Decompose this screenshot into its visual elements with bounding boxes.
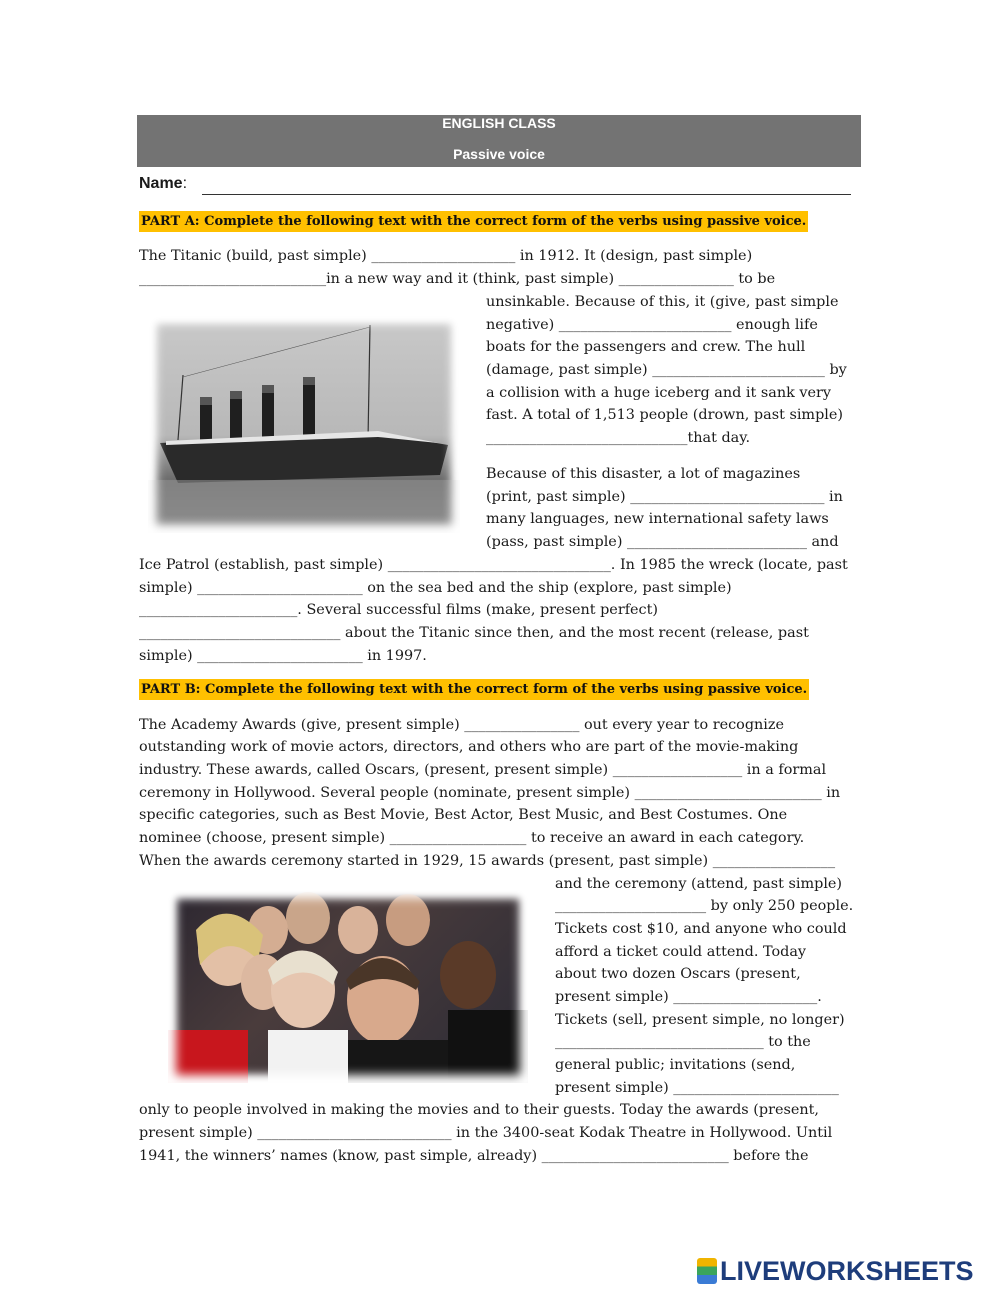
part-b-line: nominee (choose, present simple) ___________________ to receive an award in each category.	[139, 830, 805, 846]
part-b-line: about two dozen Oscars (present,	[555, 966, 801, 982]
part-b-line: _____________________ by only 250 people.	[555, 898, 854, 914]
part-b-line: _____________________________ to the	[555, 1034, 811, 1050]
part-a-line: (pass, past simple) _________________________ and	[486, 534, 839, 550]
part-a-line: boats for the passengers and crew. The hull	[486, 339, 806, 355]
part-a-line: ____________________________that day.	[486, 430, 751, 446]
part-b-line: present simple) ____________________.	[555, 989, 822, 1005]
name-field[interactable]	[139, 175, 851, 199]
part-b-line: present simple) _______________________	[555, 1080, 839, 1096]
part-a-line: negative) ________________________ enough life	[486, 317, 818, 333]
part-b-line: Tickets cost $10, and anyone who could	[555, 921, 847, 937]
name-label: Name	[139, 175, 183, 192]
part-a-line: ______________________. Several successful films (make, present perfect)	[139, 602, 659, 618]
part-b-line: afford a ticket could attend. Today	[555, 944, 807, 960]
logo-badge-icon	[697, 1258, 717, 1284]
part-b-line: ceremony in Hollywood. Several people (nominate, present simple) __________________________ in	[139, 785, 841, 801]
oscars-selfie-photo	[168, 890, 528, 1083]
part-b-line: Tickets (sell, present simple, no longer)	[555, 1012, 845, 1028]
liveworksheets-logo	[697, 1256, 997, 1286]
part-b-line: 1941, the winners’ names (know, past simple, already) __________________________ before the	[139, 1148, 809, 1164]
part-a-line: The Titanic (build, past simple) ____________________ in 1912. It (design, past simple)	[139, 248, 753, 264]
header-bar	[137, 115, 861, 167]
class-title: ENGLISH CLASS	[442, 115, 556, 131]
part-a-line: simple) _______________________ on the sea bed and the ship (explore, past simple)	[139, 580, 732, 596]
part-b-line: The Academy Awards (give, present simple) ________________ out every year to recognize	[139, 717, 785, 733]
part-a-line: Ice Patrol (establish, past simple) _______________________________. In 1985 the wreck (locate, past	[139, 557, 848, 573]
part-b-line: industry. These awards, called Oscars, (present, present simple) __________________ in a formal	[139, 762, 827, 778]
part-a-line: unsinkable. Because of this, it (give, past simple	[486, 294, 839, 310]
part-a-line: simple) _______________________ in 1997.	[139, 648, 427, 664]
part-a-line: Because of this disaster, a lot of magazines	[486, 466, 801, 482]
part-a-line: (damage, past simple) ________________________ by	[486, 362, 847, 378]
part-b-line: only to people involved in making the movies and to their guests. Today the awards (present,	[139, 1102, 819, 1118]
part-a-line: __________________________in a new way and it (think, past simple) ________________ to be	[139, 271, 776, 287]
name-line[interactable]	[202, 194, 851, 195]
part-a-line: many languages, new international safety laws	[486, 511, 829, 527]
part-b-line: outstanding work of movie actors, directors, and others who are part of the movie-making	[139, 739, 799, 755]
topic-title: Passive voice	[453, 146, 545, 162]
part-a-line: a collision with a huge iceberg and it sank very	[486, 385, 832, 401]
part-b-line: general public; invitations (send,	[555, 1057, 796, 1073]
name-colon: :	[182, 175, 188, 192]
logo-text: LIVEWORKSHEETS	[720, 1256, 974, 1286]
part-a-line: fast. A total of 1,513 people (drown, past simple)	[486, 407, 844, 423]
part-a-line: (print, past simple) ___________________________ in	[486, 489, 843, 505]
part-b-line: When the awards ceremony started in 1929, 15 awards (present, past simple) _________________	[139, 853, 836, 869]
part-a-title: PART A: Complete the following text with the correct form of the verbs using passive voice.	[139, 211, 808, 232]
part-b-title: PART B: Complete the following text with the correct form of the verbs using passive voice.	[139, 679, 809, 700]
part-b-line: present simple) ___________________________ in the 3400-seat Kodak Theatre in Hollywood. Until	[139, 1125, 833, 1141]
part-b-line: and the ceremony (attend, past simple)	[555, 876, 843, 892]
part-a-line: ____________________________ about the Titanic since then, and the most recent (release, past	[139, 625, 809, 641]
titanic-photo	[148, 315, 460, 533]
part-b-line: specific categories, such as Best Movie, Best Actor, Best Music, and Best Costumes. One	[139, 807, 788, 823]
